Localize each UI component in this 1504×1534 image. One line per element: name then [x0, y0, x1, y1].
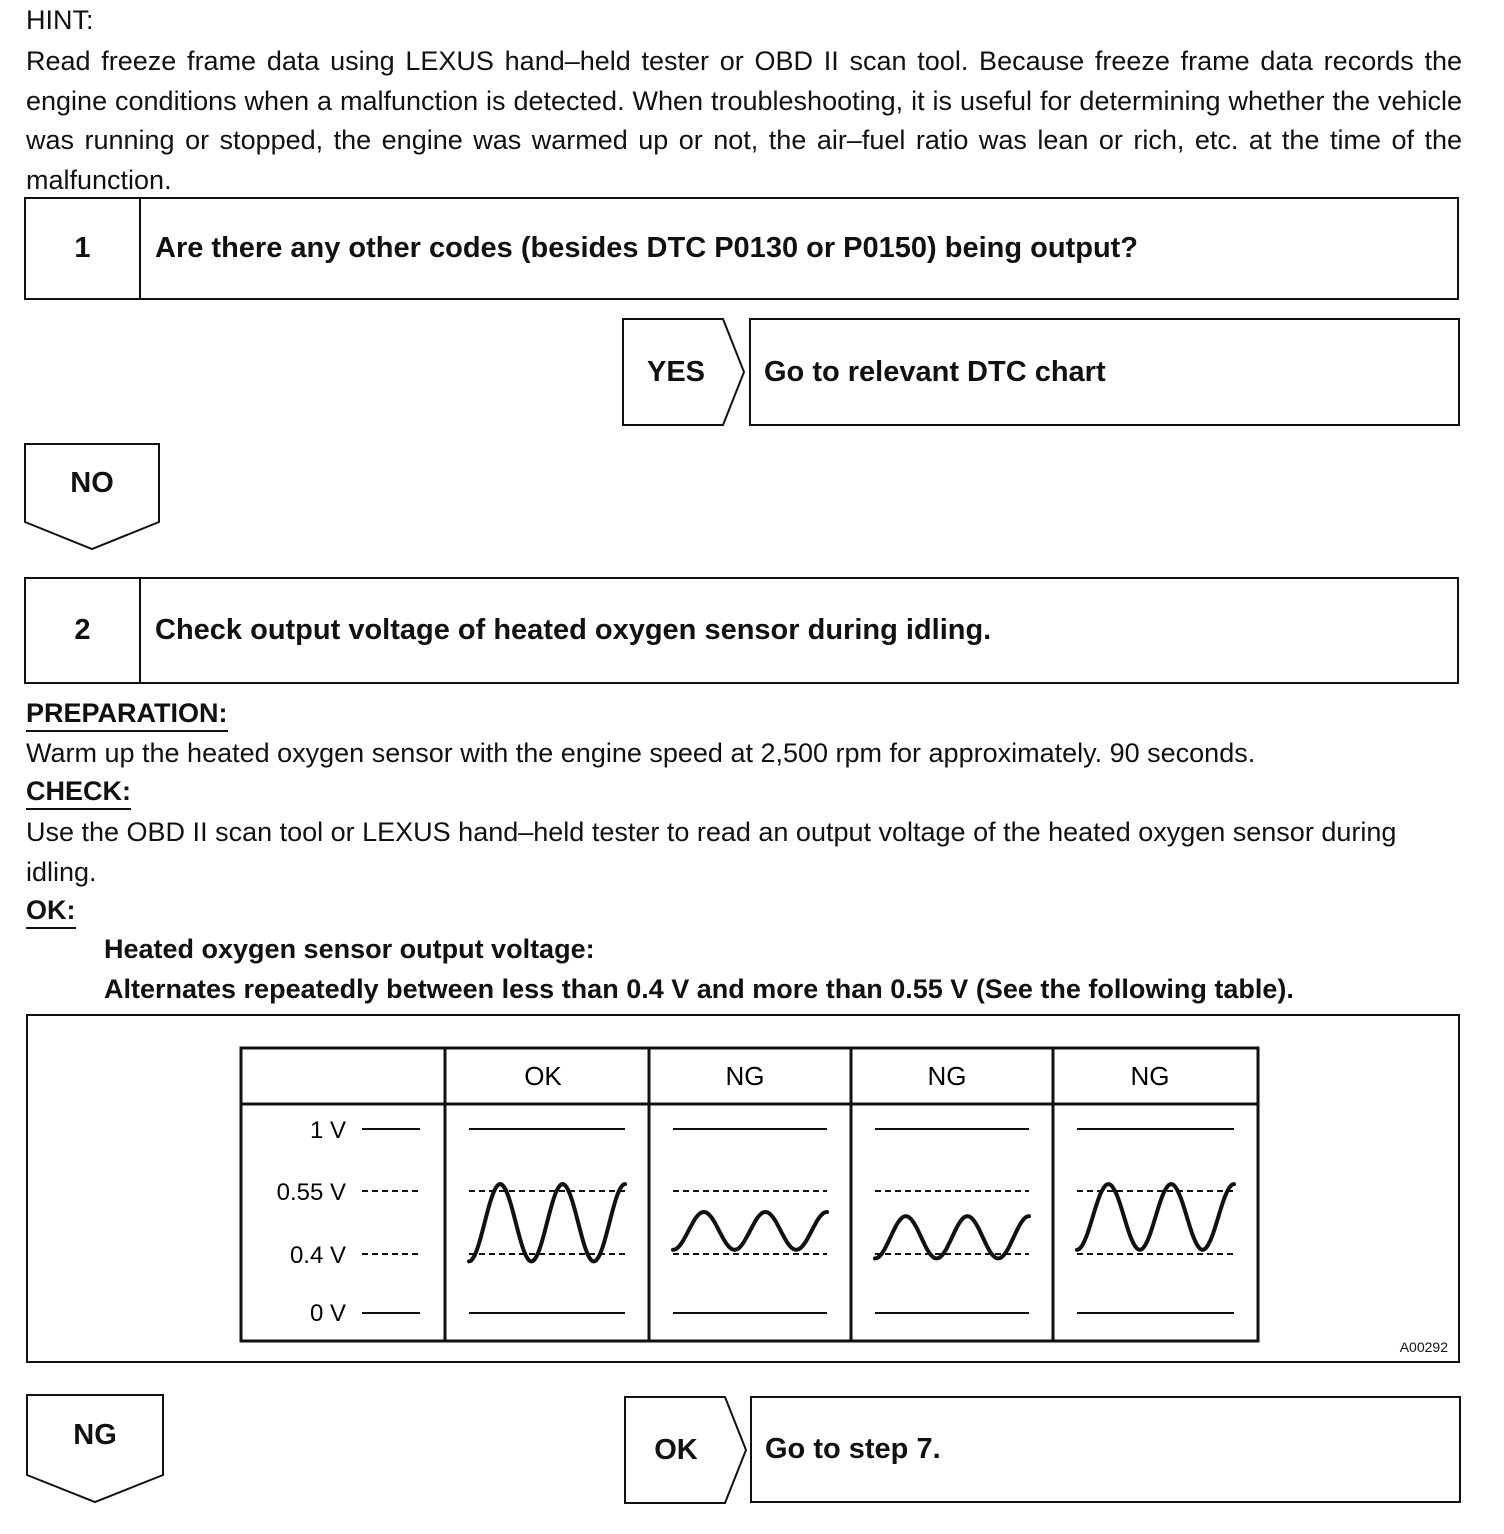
- check-text: Use the OBD II scan tool or LEXUS hand–held tester to read an output voltage of the heated oxygen sensor during idling.: [26, 817, 1397, 887]
- voltage-label: 0.55 V: [276, 1179, 346, 1206]
- check-label: CHECK:: [26, 775, 131, 810]
- voltage-label: 1 V: [309, 1117, 346, 1144]
- hint-label: HINT:: [26, 5, 94, 35]
- column-header: NG: [1130, 1061, 1170, 1091]
- table-outline: [241, 1048, 1258, 1341]
- column-header: NG: [725, 1061, 765, 1091]
- waveform-ng-3: [875, 1216, 1029, 1258]
- voltage-figure: [26, 1014, 1460, 1363]
- preparation-text: Warm up the heated oxygen sensor with the engine speed at 2,500 rpm for approximately. 90 seconds.: [26, 738, 1256, 768]
- yes-result: Go to relevant DTC chart: [749, 318, 1460, 426]
- voltage-table: [28, 1016, 1458, 1361]
- waveform-ng-2: [673, 1212, 827, 1250]
- no-label: NO: [70, 466, 114, 499]
- figure-id: A00292: [1399, 1339, 1448, 1355]
- step-1-box: [24, 197, 1459, 300]
- hint-body: Read freeze frame data using LEXUS hand–held tester or OBD II scan tool. Because freeze frame data records the engine conditions when a malfunction is detected. When troubleshooting, it is useful for determining whether the vehicle was running or stopped, the engine was warmed up or not, the air–fuel ratio was lean or rich, etc. at the time of the malfunction.: [26, 46, 1462, 195]
- voltage-label: 0.4 V: [289, 1242, 346, 1269]
- step-2-number: 2: [26, 579, 141, 682]
- step-1-number: 1: [26, 199, 141, 298]
- yes-label: YES: [646, 355, 706, 388]
- voltage-label: 0 V: [309, 1300, 346, 1327]
- spec-line-2: Alternates repeatedly between less than 0.4 V and more than 0.55 V (See the following table).: [104, 974, 1294, 1004]
- column-header: OK: [524, 1061, 562, 1091]
- waveform-ng-4: [1077, 1184, 1234, 1250]
- column-header: NG: [927, 1061, 967, 1091]
- ok-result: Go to step 7.: [750, 1396, 1461, 1503]
- ok-spec-label: OK:: [26, 894, 76, 929]
- waveform-ok-1: [469, 1184, 625, 1261]
- preparation-label: PREPARATION:: [26, 697, 228, 732]
- ok-result-label: OK: [654, 1433, 698, 1466]
- step-2-box: [24, 577, 1459, 684]
- spec-line-1: Heated oxygen sensor output voltage:: [104, 934, 595, 964]
- step-2-question: Check output voltage of heated oxygen sensor during idling.: [155, 614, 992, 646]
- step-1-question: Are there any other codes (besides DTC P0130 or P0150) being output?: [155, 232, 1139, 264]
- ng-label: NG: [73, 1418, 117, 1451]
